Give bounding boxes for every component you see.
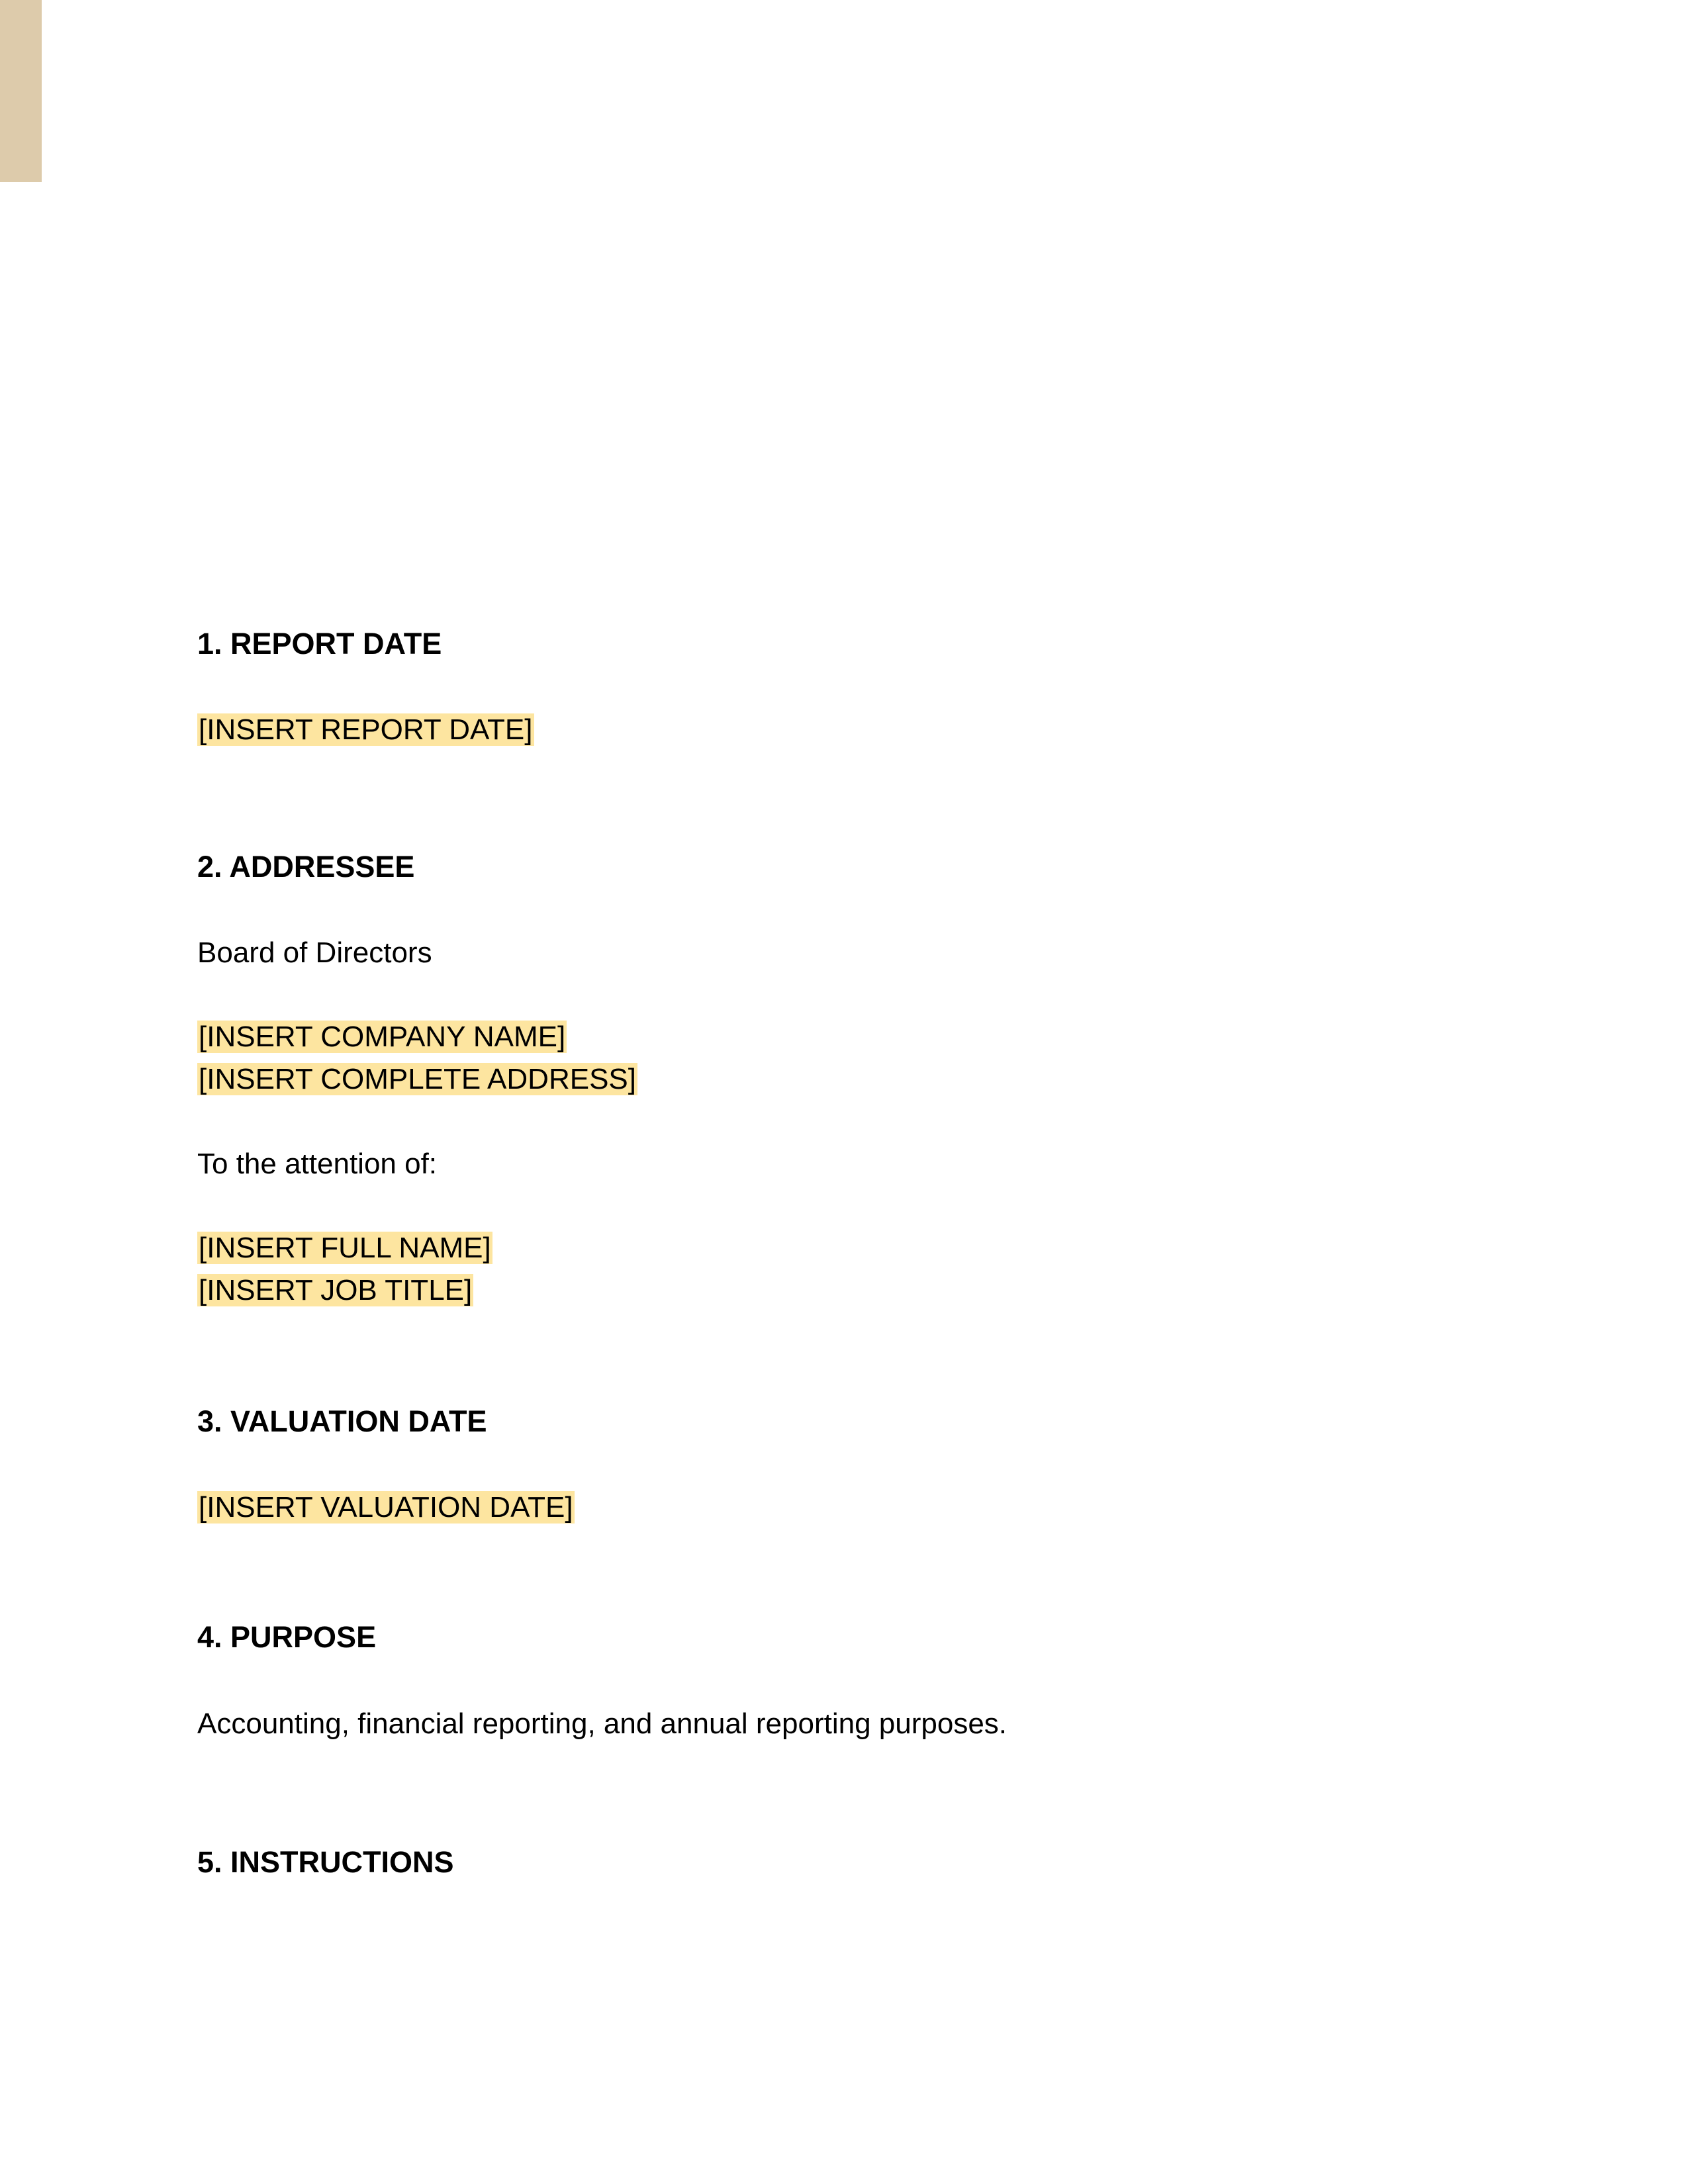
- valuation-date-line: [197, 1488, 575, 1527]
- recipient-text: Board of Directors: [197, 936, 432, 969]
- report-date-placeholder[interactable]: [INSERT REPORT DATE]: [199, 713, 533, 746]
- section-heading-instructions: 5. INSTRUCTIONS: [197, 1845, 454, 1879]
- company-line: [197, 1017, 567, 1057]
- job-title-placeholder[interactable]: [INSERT JOB TITLE]: [199, 1274, 473, 1306]
- address-placeholder[interactable]: [INSERT COMPLETE ADDRESS]: [199, 1063, 636, 1095]
- address-line: [197, 1060, 637, 1099]
- section-heading-addressee: 2. ADDRESSEE: [197, 850, 415, 884]
- company-name-placeholder[interactable]: [INSERT COMPANY NAME]: [199, 1021, 566, 1053]
- decorative-side-tab: [0, 0, 42, 182]
- job-title-line: [197, 1271, 473, 1310]
- section-heading-purpose: 4. PURPOSE: [197, 1620, 377, 1654]
- full-name-placeholder[interactable]: [INSERT FULL NAME]: [199, 1232, 491, 1264]
- report-date-line: [197, 710, 534, 750]
- purpose-text: Accounting, financial reporting, and annual reporting purposes.: [197, 1707, 1008, 1740]
- full-name-line: [197, 1228, 492, 1268]
- valuation-date-placeholder[interactable]: [INSERT VALUATION DATE]: [199, 1491, 573, 1524]
- section-heading-valuation-date: 3. VALUATION DATE: [197, 1404, 487, 1438]
- attention-label: To the attention of:: [197, 1148, 438, 1180]
- section-heading-report-date: 1. REPORT DATE: [197, 627, 442, 660]
